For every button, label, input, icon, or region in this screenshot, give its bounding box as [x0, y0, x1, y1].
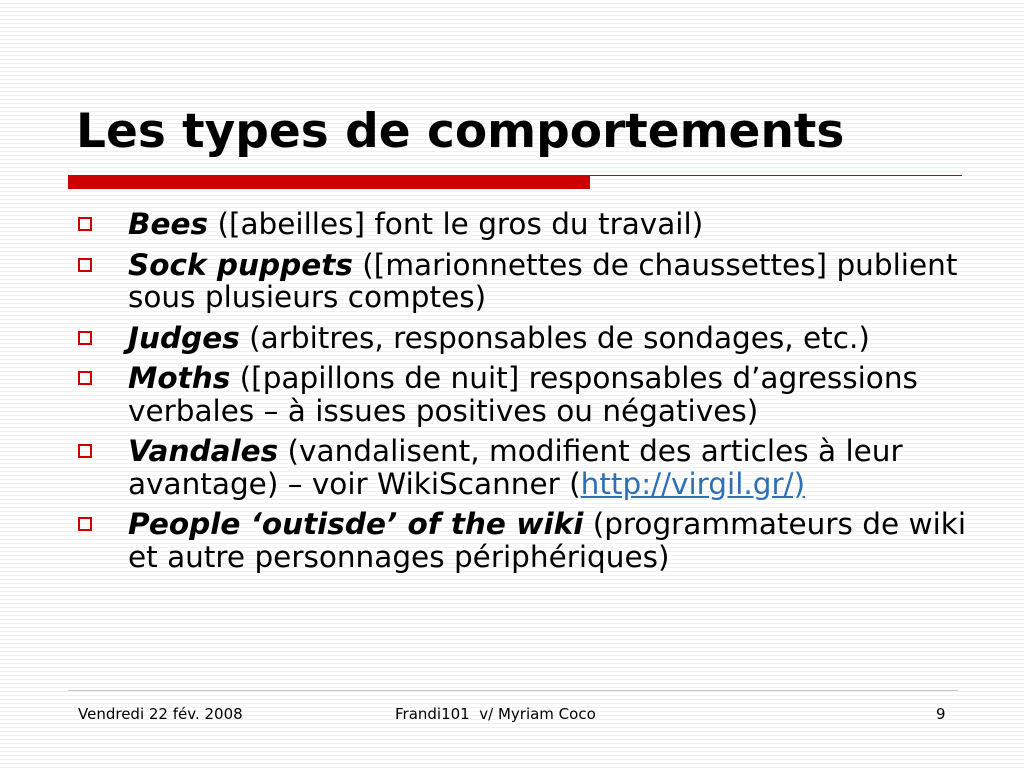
- list-item-sock-puppets: [76, 249, 976, 314]
- hollow-square-bullet-icon: [78, 517, 92, 531]
- footer-date: Vendredi 22 fév. 2008: [78, 705, 243, 723]
- item-text: (arbitres, responsables de sondages, etc.): [239, 320, 870, 355]
- hollow-square-bullet-icon: [78, 331, 92, 345]
- item-term: Moths: [128, 361, 231, 395]
- item-term: Judges: [128, 320, 240, 355]
- footer-divider: [68, 690, 958, 691]
- list-item-people-outside: [76, 508, 976, 573]
- item-text: ([papillons de nuit] responsables d’agressions verbales – à issues positives ou négatives): [128, 361, 918, 428]
- item-text: (vandalisent, modifient des articles à leur avantage) – voir WikiScanner (: [128, 434, 903, 501]
- slide-title: Les types de comportements: [76, 104, 845, 159]
- footer-author: Frandi101 v/ Myriam Coco: [395, 705, 596, 723]
- item-text: (programmateurs de wiki et autre personnages périphériques): [128, 507, 967, 574]
- title-underline-bar: [68, 175, 590, 189]
- bullet-list: [76, 208, 976, 581]
- wikiscanner-link[interactable]: http://virgil.gr/): [580, 466, 806, 501]
- hollow-square-bullet-icon: [78, 217, 92, 231]
- item-text: ([marionnettes de chaussettes] publient sous plusieurs comptes): [128, 247, 958, 314]
- hollow-square-bullet-icon: [78, 258, 92, 272]
- item-term: People ‘outisde’ of the wiki: [128, 507, 584, 541]
- item-text: ([abeilles] font le gros du travail): [208, 207, 704, 241]
- item-term: Vandales: [128, 434, 279, 468]
- item-term: Sock puppets: [128, 247, 353, 282]
- hollow-square-bullet-icon: [78, 371, 92, 385]
- hollow-square-bullet-icon: [78, 444, 92, 458]
- list-item-judges: [76, 322, 976, 355]
- item-term: Bees: [128, 207, 209, 241]
- list-item-vandales: [76, 435, 976, 500]
- list-item-moths: [76, 362, 976, 427]
- title-underline-line: [590, 175, 962, 176]
- page-number: 9: [936, 705, 946, 723]
- list-item-bees: [76, 208, 976, 241]
